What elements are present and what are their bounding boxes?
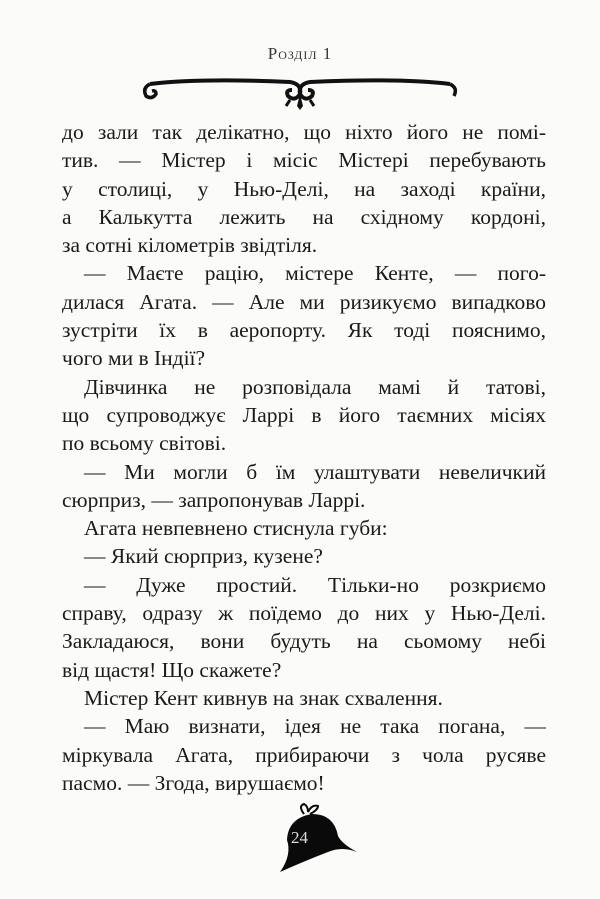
text-line: а Калькутта лежить на східному кордоні, xyxy=(62,204,546,229)
text-line: Дівчинка не розповідала мамі й татові, xyxy=(84,374,546,399)
text-line: Закладаюся, вони будуть на сьомому небі xyxy=(62,629,546,654)
text-line: пасмо. — Згода, вирушаємо! xyxy=(62,770,325,795)
text-line: Агата невпевнено стиснула губи: xyxy=(84,516,388,541)
text-line: сюрприз, — запропонував Ларрі. xyxy=(62,487,366,512)
text-line: — Маєте рацію, містере Кенте, — пого- xyxy=(84,261,546,286)
text-line: — Дуже простий. Тільки-но розкриємо xyxy=(84,572,546,597)
body-text xyxy=(62,118,546,797)
text-line: справу, одразу ж поїдемо до них у Нью-Делі. xyxy=(62,601,546,626)
text-line: чого ми в Індії? xyxy=(62,346,206,371)
text-line: міркувала Агата, прибираючи з чола русяве xyxy=(62,742,546,767)
deerstalker-hat-icon xyxy=(262,800,362,880)
text-line: по всьому світові. xyxy=(62,431,227,456)
text-line: що супроводжує Ларрі в його таємних місіях xyxy=(62,402,546,427)
text-line: у столиці, у Нью-Делі, на заході країни, xyxy=(62,176,546,201)
header-ornament-icon xyxy=(140,70,460,110)
text-line: зустріти їх в аеропорту. Як тоді пояснимо, xyxy=(62,318,546,343)
text-line: за сотні кілометрів звідтіля. xyxy=(62,233,318,258)
text-line: — Ми могли б їм улаштувати невеличкий xyxy=(84,459,546,484)
text-line: до зали так делікатно, що ніхто його не помі- xyxy=(62,120,546,144)
chapter-header: Розділ 1 xyxy=(267,44,333,63)
text-line: від щастя! Що скажете? xyxy=(62,657,282,682)
text-line: — Маю визнати, ідея не така погана, — xyxy=(84,714,546,739)
text-line: Містер Кент кивнув на знак схвалення. xyxy=(84,685,443,710)
page-number: 24 xyxy=(291,828,308,847)
text-line: дилася Агата. — Але ми ризикуємо випадково xyxy=(62,289,546,314)
text-line: тив. — Містер і місіс Містері перебувають xyxy=(62,148,546,173)
text-line: — Який сюрприз, кузене? xyxy=(84,544,323,569)
